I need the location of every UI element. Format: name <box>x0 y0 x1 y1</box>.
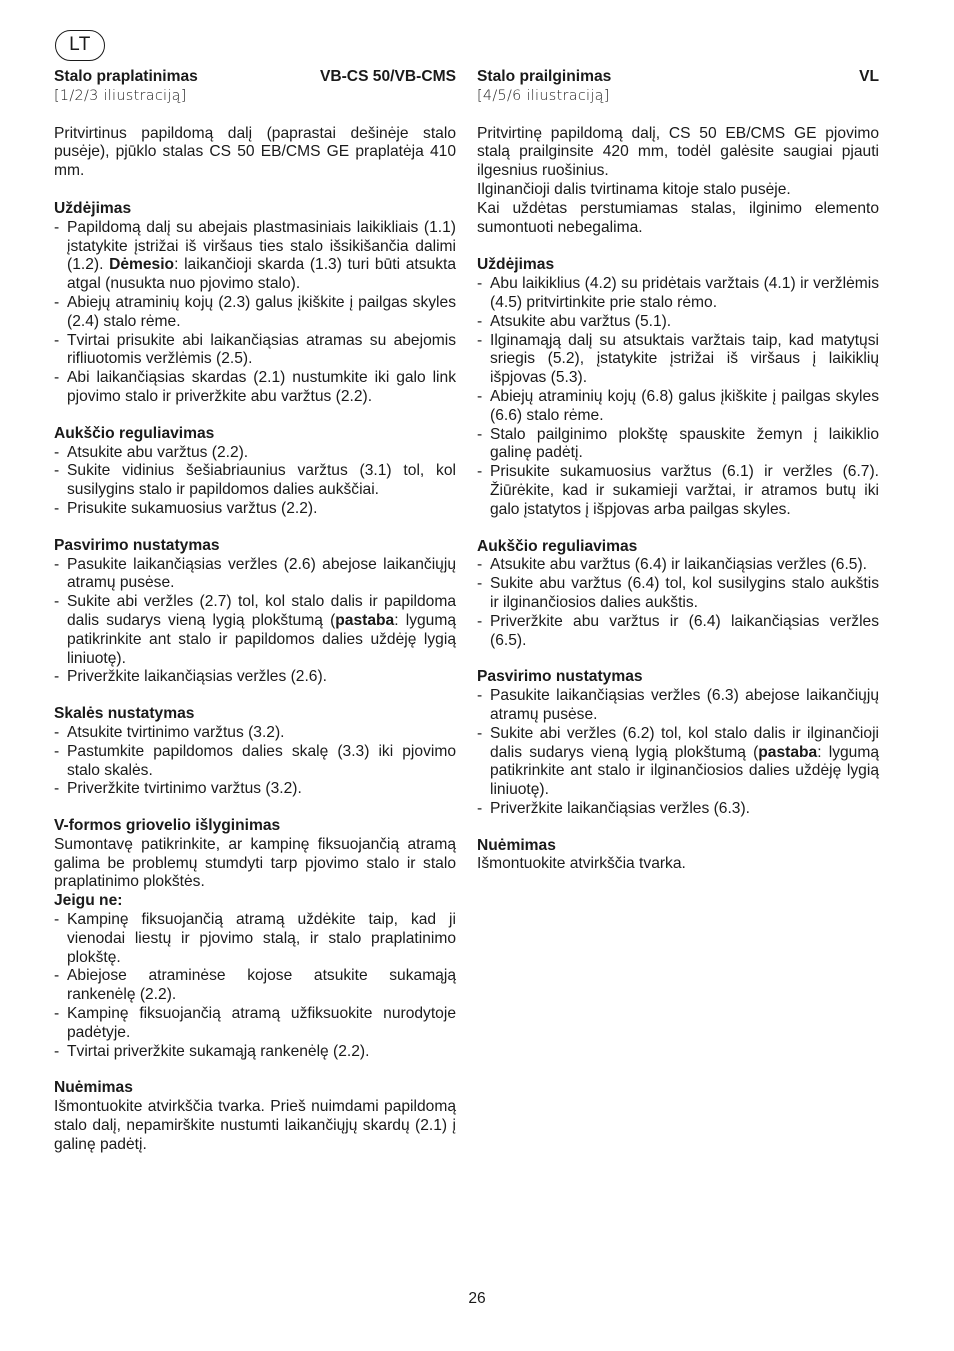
mounting-heading: Uždėjimas <box>54 199 132 217</box>
illustration-reference: [4/5/6 iliustraciją] <box>477 87 610 104</box>
if-not-label: Jeigu ne: <box>54 892 123 910</box>
section-header-extension-length <box>477 68 879 87</box>
height-adjustment-heading: Aukščio reguliavimas <box>477 537 638 555</box>
list-item: - Sukite vidinius šešiabriaunius varžtus (3.1) tol, kol susilygins stalo ir papildomos dalies aukščiai. <box>54 462 456 500</box>
height-adjustment-list <box>54 444 456 519</box>
note-label: pastaba <box>335 611 395 629</box>
list-item: - Priveržkite laikančiąsias veržles (6.3). <box>477 800 879 819</box>
model-code: VL <box>859 68 879 85</box>
list-item: - Priveržkite laikančiąsias veržles (2.6). <box>54 668 456 687</box>
attention-label: Dėmesio <box>109 256 175 274</box>
section-title: Stalo prailginimas <box>477 68 612 85</box>
mounting-list <box>477 275 879 519</box>
list-item: - Atsukite abu varžtus (5.1). <box>477 313 879 332</box>
list-item: - Prisukite sukamuosius varžtus (6.1) ir veržles (6.7). Žiūrėkite, kad ir sukamieji varžtai, ir atramos butų iki galo įstatytos į išpjovas arba pailgas skyles. <box>477 463 879 519</box>
list-item: - Ilginamąją dalį su atsuktais varžtais taip, kad matytųsi sriegis (5.2), įstatykite įstrižai iš viršaus į laikiklių išpjovas (5.3). <box>477 332 879 388</box>
tilt-adjustment-list <box>477 687 879 819</box>
page-number: 26 <box>468 1290 486 1307</box>
list-item: - Kampinę fiksuojančią atramą užfiksuokite nurodytoje padėtyje. <box>54 1005 456 1043</box>
list-item: - Abiejų atraminių kojų (6.8) galus įkiškite į pailgas skyles (6.6) stalo rėme. <box>477 388 879 426</box>
tilt-adjustment-heading: Pasvirimo nustatymas <box>54 536 220 554</box>
mounting-list <box>54 219 456 407</box>
removal-paragraph: Išmontuokite atvirkščia tvarka. Prieš nuimdami papildomą stalo dalį, nepamirškite nustumti laikančiųjų skardų (2.1) į galinę padėtį. <box>54 1098 456 1153</box>
v-groove-heading: V-formos griovelio išlyginimas <box>54 817 281 835</box>
height-adjustment-list <box>477 556 879 650</box>
list-item: - Abu laikiklius (4.2) su pridėtais varžtais (4.1) ir veržlėmis (4.5) pritvirtinkite prie stalo rėmo. <box>477 275 879 313</box>
list-item: - Pasukite laikančiąsias veržles (6.3) abejose laikančiųjų atramų pusėse. <box>477 687 879 725</box>
list-item: - Sukite abi veržles (2.7) tol, kol stalo dalis ir papildoma dalis sudarys vieną lygią plokštumą (pastaba: lygumą patikrinkite ant stalo ir papildomos dalies uždėję lygią liniuotę). <box>54 593 456 668</box>
language-badge: LT <box>55 30 105 61</box>
list-item: - Sukite abi veržles (6.2) tol, kol stalo dalis ir ilginančioji dalis sudarys vieną lygią plokštumą (pastaba: lygumą patikrinkite ant stalo ir ilginančiosios dalies uždėję lygią liniuotę). <box>477 725 879 800</box>
section-header-extension-width <box>54 68 456 87</box>
scale-adjustment-list <box>54 724 456 799</box>
v-groove-paragraph: Sumontavę patikrinkite, ar kampinę fiksuojančią atramą galima be problemų stumdyti tarp pjovimo stalo ir stalo praplatinimo plokštės. <box>54 835 456 891</box>
list-item: - Abiejose atraminėse kojose atsukite sukamąją rankenėlę (2.2). <box>54 967 456 1005</box>
list-item: - Kampinę fiksuojančią atramą uždėkite taip, kad ji vienodai liestų ir pjovimo stalą, ir stalo praplatinimo plokštę. <box>54 911 456 967</box>
removal-heading: Nuėmimas <box>54 1079 133 1097</box>
list-item: - Prisukite sukamuosius varžtus (2.2). <box>54 500 456 519</box>
removal-heading: Nuėmimas <box>477 836 556 854</box>
model-code: VB-CS 50/VB-CMS <box>319 68 456 85</box>
list-item: - Papildomą dalį su abejais plastmasiniais laikikliais (1.1) įstatykite įstrižai iš viršaus ties stalo išsikišančia dalimi (1.2). Dėmesio: laikančioji skarda (1.3) turi būti atsukta atgal (nusukta nuo pjovimo stalo). <box>54 219 456 294</box>
list-item: - Tvirtai prisukite abi laikančiąsias atramas su abejomis rifliuotomis veržlėmis (2.5). <box>54 332 456 370</box>
list-item: - Stalo pailginimo plokštę spauskite žemyn į laikiklio galinę padėtį. <box>477 426 879 464</box>
right-column <box>477 68 879 874</box>
tilt-adjustment-list <box>54 556 456 688</box>
removal-paragraph: Išmontuokite atvirkščia tvarka. <box>477 855 686 873</box>
list-item: - Atsukite abu varžtus (2.2). <box>54 444 456 463</box>
list-item: - Pasukite laikančiąsias veržles (2.6) abejose laikančiųjų atramų pusėse. <box>54 556 456 594</box>
list-item: - Pastumkite papildomos dalies skalę (3.3) iki pjovimo stalo skalės. <box>54 743 456 781</box>
scale-adjustment-heading: Skalės nustatymas <box>54 705 195 723</box>
intro-paragraph: Pritvirtinus papildomą dalį (paprastai dešinėje stalo pusėje), pjūklo stalas CS 50 EB/CMS GE praplatėja 410 mm. <box>54 124 456 180</box>
v-groove-list <box>54 911 456 1061</box>
note-label: pastaba <box>758 743 818 761</box>
list-item: - Atsukite abu varžtus (6.4) ir laikančiąsias veržles (6.5). <box>477 556 879 575</box>
list-item: - Sukite abu varžtus (6.4) tol, kol susilygins stalo aukštis ir ilginančiosios dalies aukštis. <box>477 575 879 613</box>
list-item: - Priveržkite abu varžtus ir (6.4) laikančiąsias veržles (6.5). <box>477 613 879 651</box>
tilt-adjustment-heading: Pasvirimo nustatymas <box>477 668 643 686</box>
height-adjustment-heading: Aukščio reguliavimas <box>54 424 215 442</box>
illustration-reference: [1/2/3 iliustraciją] <box>54 87 187 104</box>
list-item: - Priveržkite tvirtinimo varžtus (3.2). <box>54 780 456 799</box>
list-item: - Tvirtai priveržkite sukamąją rankenėlę (2.2). <box>54 1043 456 1062</box>
left-column <box>54 68 456 1155</box>
section-title: Stalo praplatinimas <box>54 68 198 85</box>
list-item: - Abiejų atraminių kojų (2.3) galus įkiškite į pailgas skyles (2.4) stalo rėme. <box>54 294 456 332</box>
mounting-heading: Uždėjimas <box>477 256 555 274</box>
intro-paragraph: Kai uždėtas perstumiamas stalas, ilginimo elemento sumontuoti nebegalima. <box>477 199 879 236</box>
list-item: - Abi laikančiąsias skardas (2.1) nustumkite iki galo link pjovimo stalo ir priveržkite abu varžtus (2.2). <box>54 369 456 407</box>
list-item: - Atsukite tvirtinimo varžtus (3.2). <box>54 724 456 743</box>
intro-paragraph: Pritvirtinę papildomą dalį, CS 50 EB/CMS GE pjovimo stalą prailginsite 420 mm, todėl galėsite saugiai pjauti ilgesnius ruošinius. <box>477 124 879 180</box>
intro-paragraph: Ilginančioji dalis tvirtinama kitoje stalo pusėje. <box>477 180 791 198</box>
